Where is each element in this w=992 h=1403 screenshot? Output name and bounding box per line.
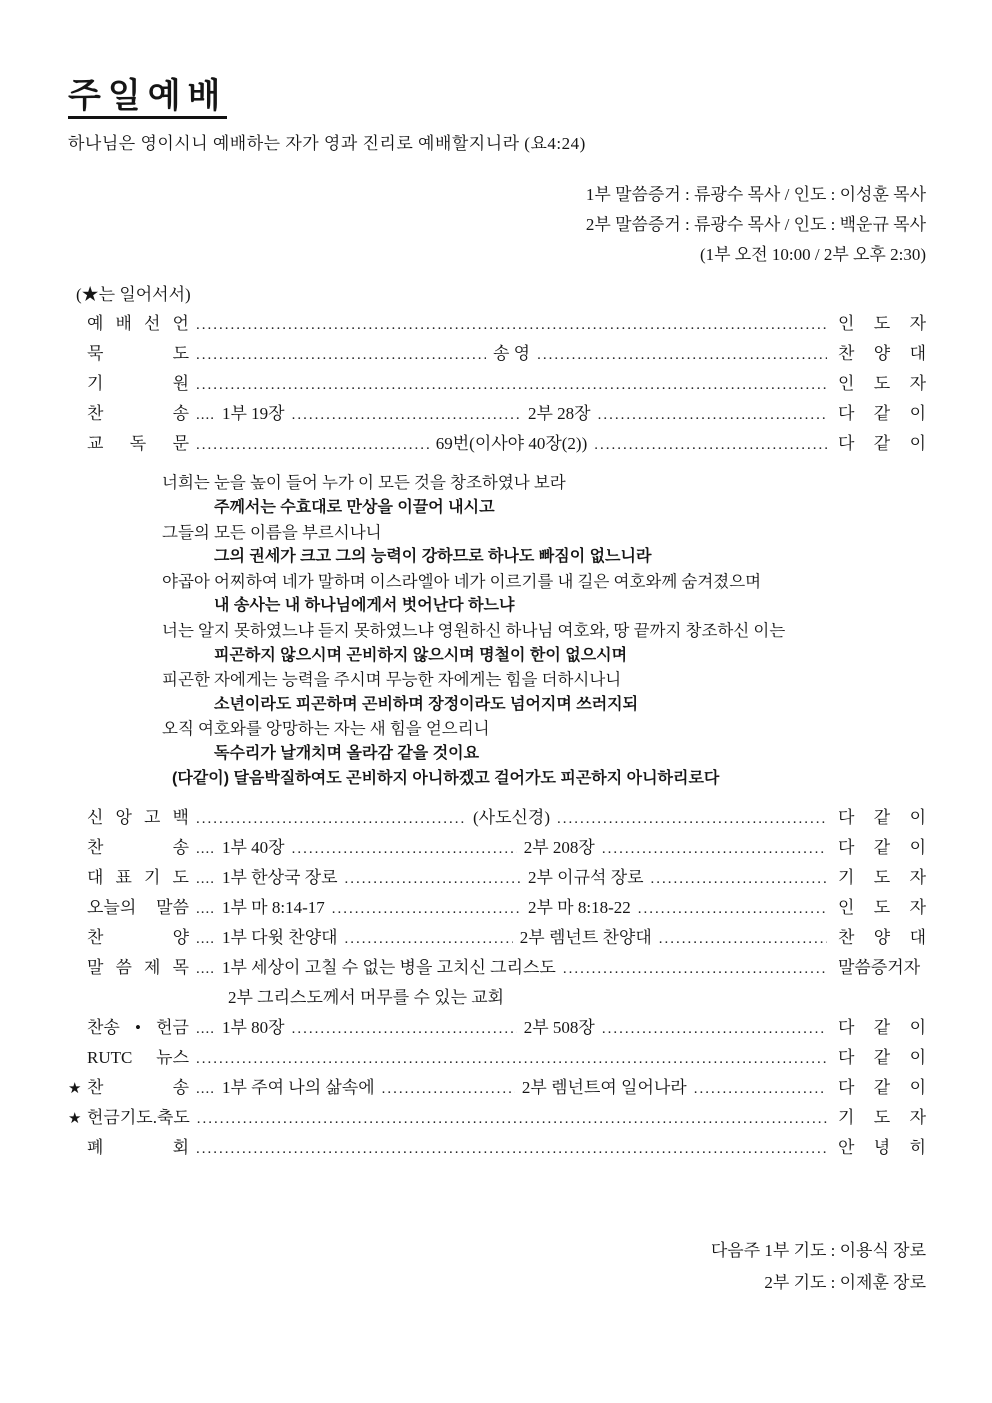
dot-leader bbox=[292, 1013, 517, 1044]
order-item-value: 1부 마 8:14-17 bbox=[222, 898, 325, 918]
scripture-motto: 하나님은 영이시니 예배하는 자가 영과 진리로 예배할지니라 (요4:24) bbox=[68, 134, 586, 154]
order-item-value: 1부 주여 나의 삶속에 bbox=[222, 1078, 375, 1098]
dot-leader bbox=[598, 399, 827, 430]
order-item-label bbox=[87, 893, 189, 923]
dot-leader bbox=[292, 833, 517, 864]
order-item-performer bbox=[838, 833, 926, 863]
order-row bbox=[68, 1043, 926, 1073]
dot-leader bbox=[345, 863, 521, 894]
order-item-value: 2부 렘넌트 찬양대 bbox=[519, 928, 652, 948]
reading-line: 독수리가 날개치며 올라감 같을 것이요 bbox=[214, 744, 480, 762]
label-segment: 도 bbox=[172, 344, 189, 364]
order-item-value: 2부 508장 bbox=[523, 1018, 595, 1038]
service-times: (1부 오전 10:00 / 2부 오후 2:30) bbox=[699, 245, 926, 265]
order-item-value: 1부 한상국 장로 bbox=[222, 868, 338, 888]
order-item-performer bbox=[838, 1103, 926, 1133]
label-segment: 찬 bbox=[87, 928, 104, 948]
label-segment: 앙 bbox=[115, 808, 132, 828]
short-dot-leader: .... bbox=[196, 961, 215, 978]
order-item-performer bbox=[838, 1073, 926, 1103]
performer-segment: 히 bbox=[909, 1138, 926, 1158]
performer-segment: 같 bbox=[873, 838, 891, 858]
short-dot-leader: .... bbox=[196, 901, 215, 918]
title-wrap bbox=[68, 78, 926, 119]
label-segment: 교 bbox=[87, 434, 104, 454]
order-row bbox=[68, 803, 926, 833]
performer-segment: 기 bbox=[838, 868, 855, 888]
order-item-performer bbox=[838, 923, 926, 953]
performer-segment: 같 bbox=[873, 1018, 891, 1038]
reading-line: 너희는 눈을 높이 들어 누가 이 모든 것을 창조하였나 보라 bbox=[162, 473, 566, 493]
order-item-performer bbox=[838, 1133, 926, 1163]
star-icon: ★ bbox=[68, 1081, 82, 1098]
short-dot-leader: .... bbox=[196, 841, 215, 858]
order-item-value: 2부 그리스도께서 머무를 수 있는 교회 bbox=[228, 988, 505, 1008]
label-segment: 묵 bbox=[87, 344, 104, 364]
next-week-line-2: 2부 기도 : 이제훈 장로 bbox=[764, 1273, 926, 1293]
performer-segment: 안 bbox=[838, 1138, 855, 1158]
performer-segment: 기 bbox=[838, 1108, 855, 1128]
star-icon: ★ bbox=[68, 1111, 82, 1128]
performer-segment: 같 bbox=[873, 1048, 891, 1068]
performer-segment: 도 bbox=[873, 868, 891, 888]
label-segment: 송 bbox=[172, 838, 189, 858]
label-segment: 기 bbox=[87, 374, 104, 394]
order-item-label bbox=[87, 1103, 190, 1133]
order-row bbox=[68, 893, 926, 923]
order-row bbox=[68, 369, 926, 399]
order-row bbox=[68, 863, 926, 893]
performer-segment: 인 bbox=[838, 314, 855, 334]
label-segment: RUTC bbox=[87, 1048, 133, 1068]
performer-segment: 도 bbox=[873, 898, 891, 918]
order-row bbox=[68, 1073, 926, 1103]
label-segment: 송 bbox=[172, 1078, 189, 1098]
order-row bbox=[68, 429, 926, 459]
order-row bbox=[68, 983, 926, 1013]
label-segment: 헌금기도.축도 bbox=[87, 1108, 190, 1128]
performer-segment: 다 bbox=[838, 1078, 855, 1098]
order-row bbox=[68, 339, 926, 369]
dot-leader bbox=[638, 893, 827, 924]
order-item-value: 2부 마 8:18-22 bbox=[528, 898, 631, 918]
label-segment: 말 bbox=[87, 958, 104, 978]
label-segment: 기 bbox=[144, 868, 161, 888]
order-item-label bbox=[87, 923, 189, 953]
order-item-label bbox=[87, 1133, 189, 1163]
label-segment: 씀 bbox=[115, 958, 132, 978]
dot-leader bbox=[382, 1073, 515, 1104]
label-segment: 회 bbox=[172, 1138, 189, 1158]
performer-segment: 양 bbox=[873, 344, 891, 364]
order-item-value: (사도신경) bbox=[473, 808, 551, 828]
reading-line: 오직 여호와를 앙망하는 자는 새 힘을 얻으리니 bbox=[162, 719, 490, 739]
performer-segment: 대 bbox=[909, 928, 927, 948]
performer-segment: 찬 bbox=[838, 928, 855, 948]
reading-line: 그의 권세가 크고 그의 능력이 강하므로 하나도 빠짐이 없느니라 bbox=[214, 548, 652, 566]
order-row bbox=[68, 1133, 926, 1163]
order-row bbox=[68, 309, 926, 339]
next-week-prayer bbox=[68, 1235, 926, 1299]
reading-line: 피곤하지 않으시며 곤비하지 않으시며 명철이 한이 없으시며 bbox=[214, 646, 628, 664]
performer-segment: 도 bbox=[873, 314, 891, 334]
order-item-value: 1부 80장 bbox=[222, 1018, 285, 1038]
label-segment: 원 bbox=[172, 374, 189, 394]
short-dot-leader: .... bbox=[196, 407, 215, 424]
order-item-value: 1부 다윗 찬양대 bbox=[222, 928, 338, 948]
performer-segment: 찬 bbox=[838, 344, 855, 364]
label-segment: 백 bbox=[172, 808, 189, 828]
label-segment: 독 bbox=[129, 434, 147, 454]
dot-leader bbox=[332, 893, 521, 924]
performer-segment: 대 bbox=[909, 344, 927, 364]
performer-segment: 인 bbox=[838, 898, 855, 918]
dot-leader bbox=[197, 1103, 827, 1134]
performer-segment: 양 bbox=[873, 928, 891, 948]
label-segment: 폐 bbox=[87, 1138, 104, 1158]
reading-line: 그들의 모든 이름을 부르시나니 bbox=[162, 522, 382, 542]
performer-segment: 이 bbox=[909, 838, 926, 858]
order-item-label bbox=[87, 429, 189, 459]
reading-line: 피곤한 자에게는 능력을 주시며 무능한 자에게는 힘을 더하시나니 bbox=[162, 670, 622, 690]
performer-segment: 도 bbox=[873, 374, 891, 394]
performer-segment: 이 bbox=[909, 1018, 926, 1038]
order-row bbox=[68, 1103, 926, 1133]
order-of-worship-2 bbox=[68, 803, 926, 1163]
order-item-value: 1부 40장 bbox=[222, 838, 285, 858]
label-segment: 대 bbox=[87, 868, 104, 888]
order-item-value: 1부 세상이 고칠 수 없는 병을 고치신 그리스도 bbox=[222, 958, 556, 978]
dot-leader bbox=[345, 923, 513, 954]
performer-segment: 말씀증거자 bbox=[838, 958, 921, 978]
standing-note: (★는 일어서서) bbox=[76, 285, 191, 305]
order-row bbox=[68, 923, 926, 953]
order-item-performer bbox=[838, 429, 926, 459]
dot-leader bbox=[651, 863, 827, 894]
label-segment: 표 bbox=[115, 868, 132, 888]
order-item-performer bbox=[838, 309, 926, 339]
performer-segment: 자 bbox=[909, 898, 926, 918]
label-segment: • bbox=[135, 1018, 141, 1038]
order-item-label bbox=[87, 399, 189, 429]
performer-segment: 다 bbox=[838, 404, 855, 424]
order-item-label bbox=[87, 309, 189, 339]
reading-line: (다같이) 달음박질하여도 곤비하지 아니하겠고 걸어가도 피곤하지 아니하리로다 bbox=[172, 769, 720, 787]
performer-segment: 같 bbox=[873, 1078, 891, 1098]
order-item-performer bbox=[838, 399, 926, 429]
label-segment: 고 bbox=[144, 808, 161, 828]
order-item-label bbox=[87, 339, 189, 369]
short-dot-leader: .... bbox=[196, 871, 215, 888]
performer-segment: 이 bbox=[909, 1048, 926, 1068]
performer-segment: 자 bbox=[909, 868, 926, 888]
dot-leader bbox=[659, 923, 827, 954]
order-item-performer bbox=[838, 1043, 926, 1073]
performer-segment: 자 bbox=[909, 374, 926, 394]
order-item-label bbox=[87, 863, 189, 893]
performer-segment: 같 bbox=[873, 434, 891, 454]
order-item-value: 송 영 bbox=[492, 344, 531, 364]
leader-line-1: 1부 말씀증거 : 류광수 목사 / 인도 : 이성훈 목사 bbox=[585, 185, 926, 205]
short-dot-leader: .... bbox=[196, 1021, 215, 1038]
label-segment: 언 bbox=[172, 314, 189, 334]
order-item-label bbox=[87, 369, 189, 399]
order-row bbox=[68, 1013, 926, 1043]
label-segment: 뉴스 bbox=[156, 1048, 189, 1068]
label-segment: 오늘의 bbox=[87, 898, 137, 918]
order-item-value: 2부 렘넌트여 일어나라 bbox=[521, 1078, 687, 1098]
dot-leader bbox=[537, 339, 827, 370]
performer-segment: 인 bbox=[838, 374, 855, 394]
label-segment: 도 bbox=[172, 868, 189, 888]
order-item-performer bbox=[838, 369, 926, 399]
order-item-value: 1부 19장 bbox=[222, 404, 285, 424]
label-segment: 말씀 bbox=[156, 898, 189, 918]
label-segment: 선 bbox=[144, 314, 161, 334]
performer-segment: 같 bbox=[873, 808, 891, 828]
label-segment: 예 bbox=[87, 314, 104, 334]
dot-leader bbox=[292, 399, 521, 430]
order-item-performer bbox=[838, 803, 926, 833]
performer-segment: 이 bbox=[909, 404, 926, 424]
reading-line: 야곱아 어찌하여 네가 말하며 이스라엘아 네가 이르기를 내 길은 여호와께 숨겨졌으며 bbox=[162, 571, 762, 591]
order-item-performer bbox=[838, 1013, 926, 1043]
short-dot-leader: .... bbox=[196, 931, 215, 948]
label-segment: 양 bbox=[172, 928, 189, 948]
dot-leader bbox=[196, 369, 827, 400]
dot-leader bbox=[196, 429, 429, 460]
performer-segment: 이 bbox=[909, 808, 927, 828]
performer-segment: 도 bbox=[873, 1108, 891, 1128]
performer-segment: 다 bbox=[838, 1018, 855, 1038]
order-item-label bbox=[87, 833, 189, 863]
order-item-performer bbox=[838, 953, 926, 983]
performer-segment: 녕 bbox=[873, 1138, 891, 1158]
label-segment: 문 bbox=[172, 434, 189, 454]
performer-segment: 자 bbox=[909, 1108, 926, 1128]
performer-segment: 이 bbox=[909, 434, 927, 454]
leader-line-2: 2부 말씀증거 : 류광수 목사 / 인도 : 백운규 목사 bbox=[585, 215, 926, 235]
dot-leader bbox=[196, 1043, 827, 1074]
dot-leader bbox=[196, 309, 827, 340]
order-row bbox=[68, 953, 926, 983]
dot-leader bbox=[196, 339, 486, 370]
order-row bbox=[68, 399, 926, 429]
label-segment: 송 bbox=[172, 404, 189, 424]
order-item-performer bbox=[838, 893, 926, 923]
label-segment: 찬송 bbox=[87, 1018, 120, 1038]
dot-leader bbox=[602, 833, 827, 864]
performer-segment: 다 bbox=[838, 808, 855, 828]
label-segment: 헌금 bbox=[156, 1018, 189, 1038]
dot-leader bbox=[694, 1073, 827, 1104]
label-segment: 찬 bbox=[87, 404, 104, 424]
reading-line: 내 송사는 내 하나님에게서 벗어난다 하느냐 bbox=[214, 597, 515, 615]
label-segment: 제 bbox=[144, 958, 161, 978]
reading-line: 너는 알지 못하였느냐 듣지 못하였느냐 영원하신 하나님 여호와, 땅 끝까지 창조하신 이는 bbox=[162, 620, 786, 640]
performer-segment: 이 bbox=[909, 1078, 927, 1098]
order-item-value: 2부 208장 bbox=[523, 838, 595, 858]
performer-segment: 다 bbox=[838, 1048, 855, 1068]
service-leaders bbox=[68, 180, 926, 270]
label-segment: 신 bbox=[87, 808, 104, 828]
order-item-label bbox=[87, 953, 189, 983]
label-segment: 목 bbox=[172, 958, 189, 978]
order-item-value: 2부 이규석 장로 bbox=[528, 868, 644, 888]
order-item-performer bbox=[838, 339, 926, 369]
next-week-line-1: 다음주 1부 기도 : 이용식 장로 bbox=[710, 1241, 926, 1261]
label-segment: 배 bbox=[115, 314, 132, 334]
label-segment: 찬 bbox=[87, 1078, 104, 1098]
order-item-label bbox=[87, 803, 189, 833]
label-segment: 찬 bbox=[87, 838, 104, 858]
dot-leader bbox=[594, 429, 827, 460]
dot-leader bbox=[563, 953, 827, 984]
order-item-value: 2부 28장 bbox=[528, 404, 591, 424]
performer-segment: 같 bbox=[873, 404, 891, 424]
performer-segment: 다 bbox=[838, 434, 855, 454]
reading-line: 소년이라도 피곤하며 곤비하며 장정이라도 넘어지며 쓰러지되 bbox=[214, 695, 639, 713]
performer-segment: 다 bbox=[838, 838, 855, 858]
order-item-label bbox=[87, 1013, 189, 1043]
order-row bbox=[68, 833, 926, 863]
dot-leader bbox=[557, 803, 827, 834]
dot-leader bbox=[196, 803, 466, 834]
order-item-performer bbox=[838, 863, 926, 893]
responsive-reading bbox=[68, 471, 926, 791]
order-item-label bbox=[87, 1073, 189, 1103]
order-of-worship-1 bbox=[68, 309, 926, 459]
dot-leader bbox=[602, 1013, 827, 1044]
order-item-value: 69번(이사야 40장(2)) bbox=[435, 434, 588, 454]
dot-leader bbox=[196, 1133, 827, 1164]
order-item-label bbox=[87, 1043, 189, 1073]
page-title: 주일예배 bbox=[68, 78, 227, 119]
performer-segment: 자 bbox=[909, 314, 926, 334]
reading-line: 주께서는 수효대로 만상을 이끌어 내시고 bbox=[214, 498, 495, 516]
short-dot-leader: .... bbox=[196, 1081, 215, 1098]
